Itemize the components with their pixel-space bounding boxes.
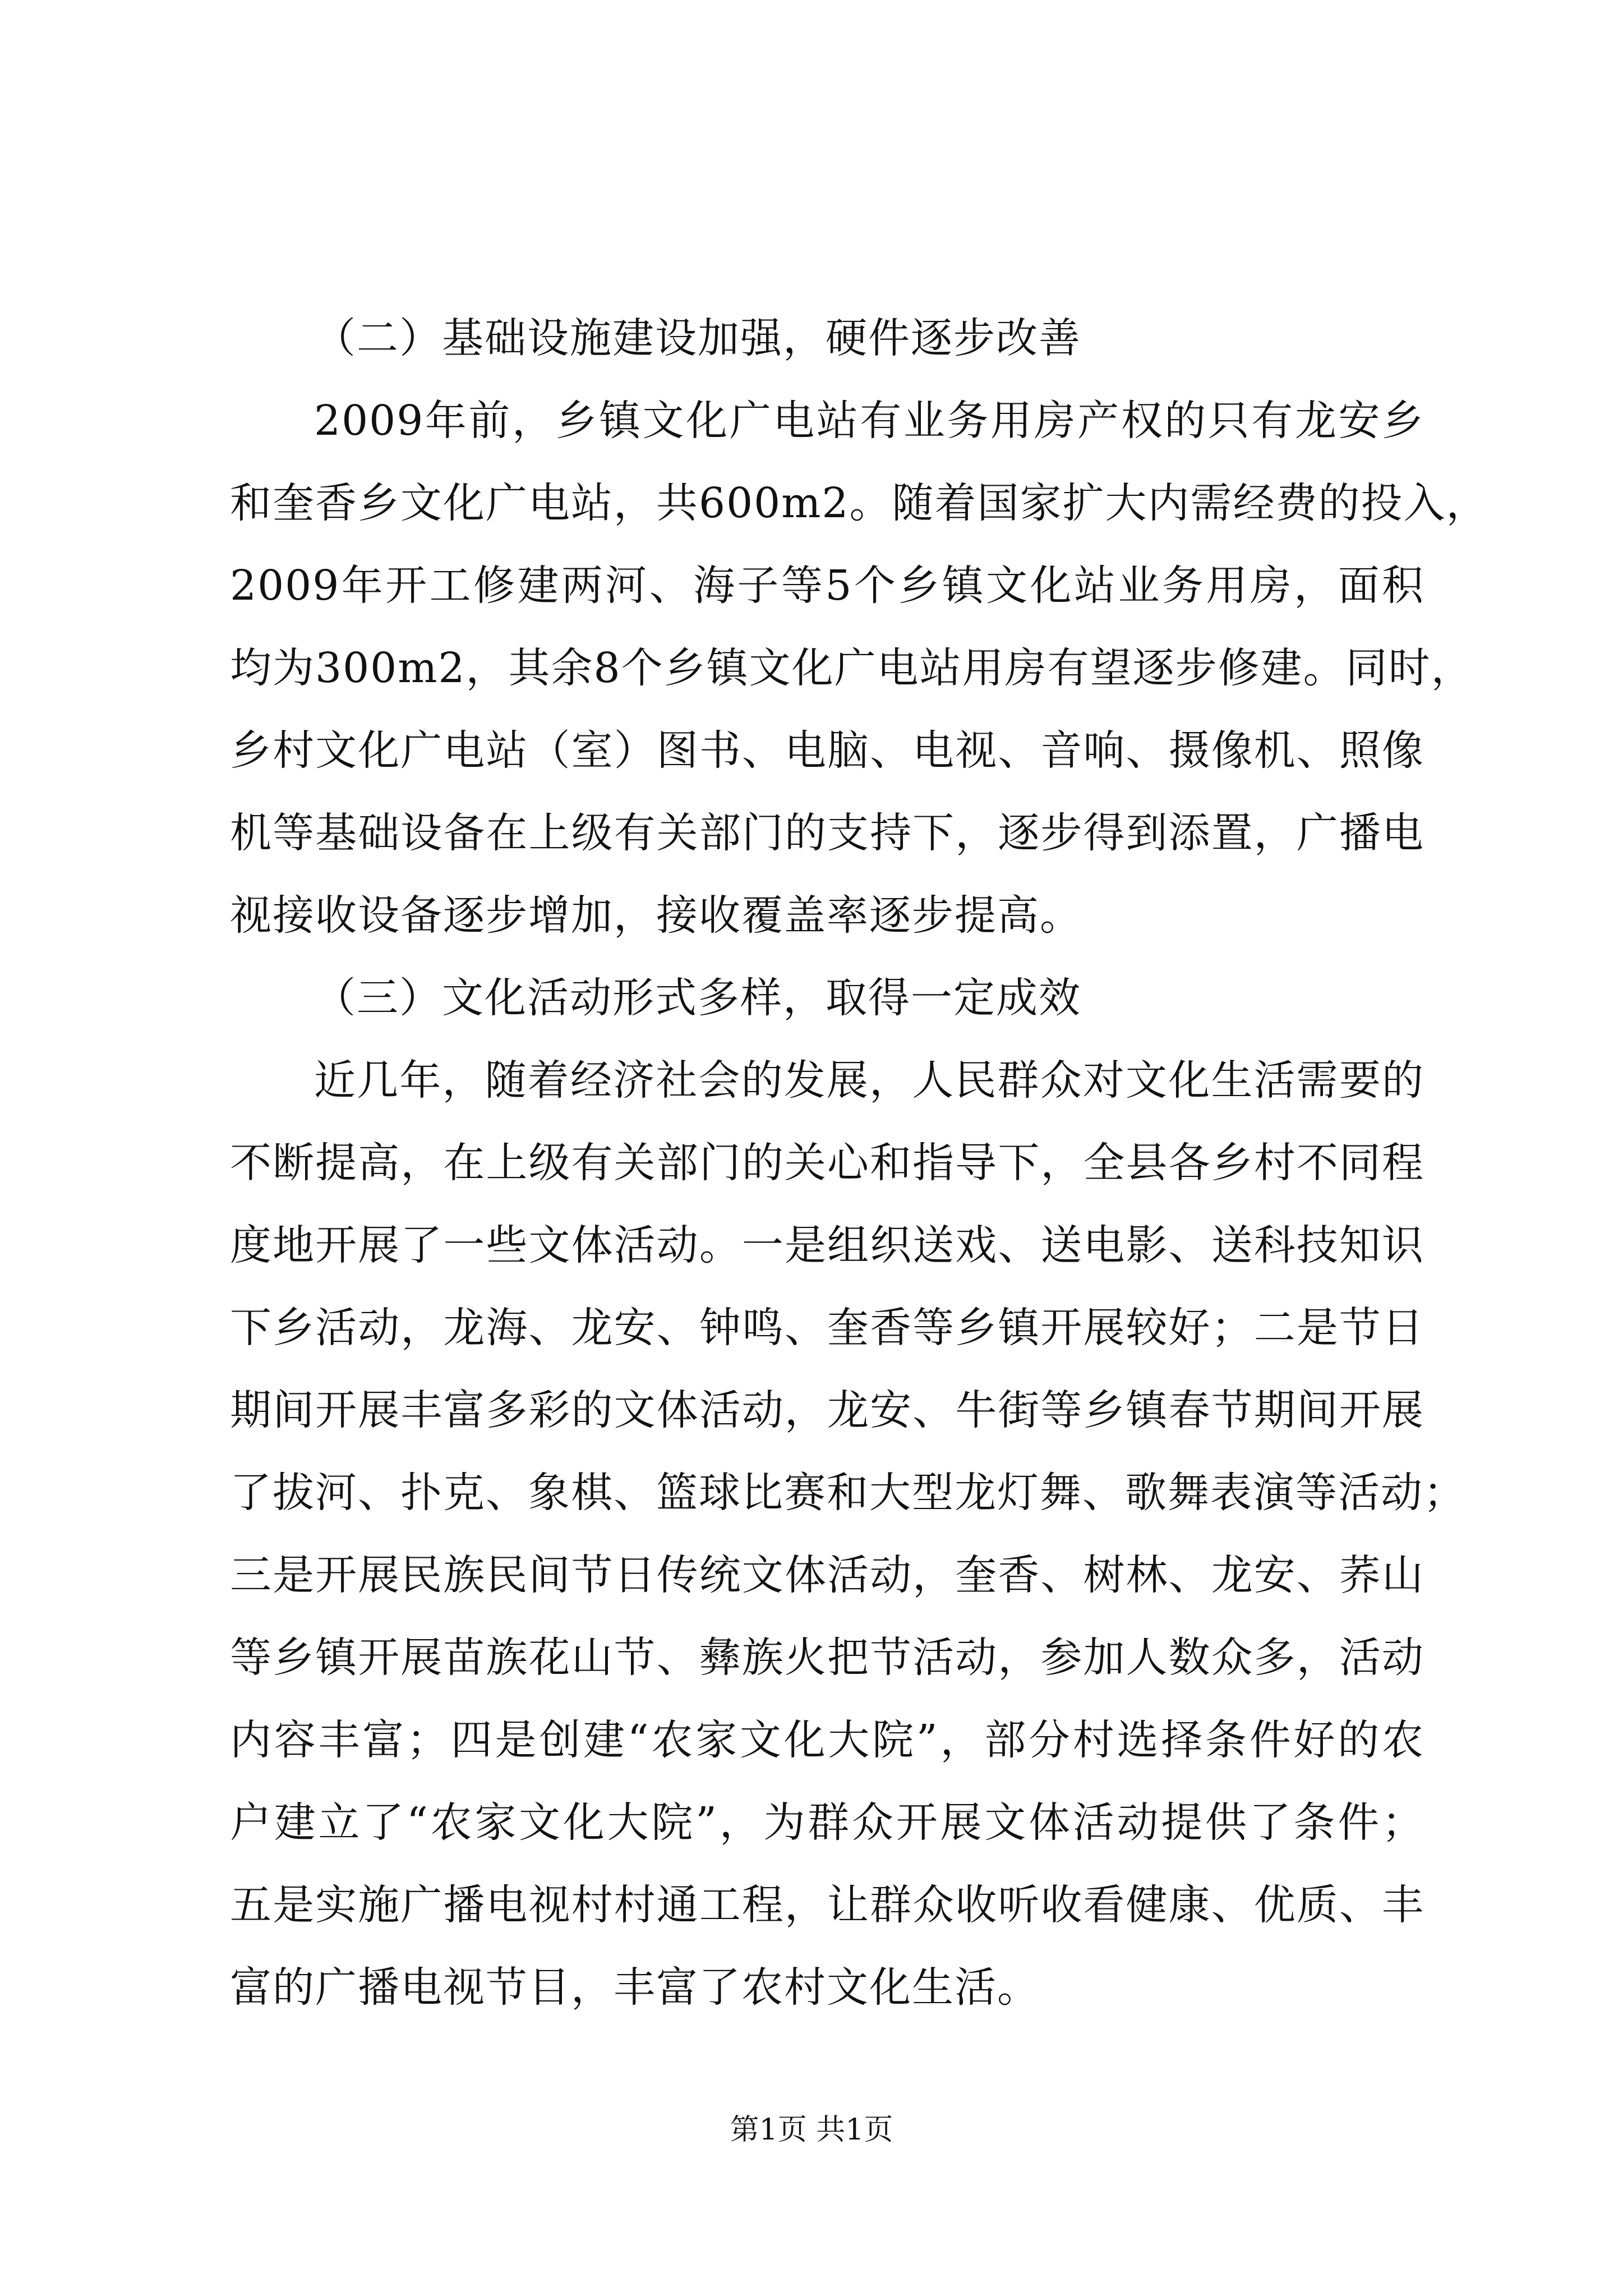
paragraph-line: 乡村文化广电站（室）图书、电脑、电视、音响、摄像机、照像 <box>230 726 1424 775</box>
paragraph-line: 均为300m2，其余8个乡镇文化广电站用房有望逐步修建。同时， <box>230 644 1474 692</box>
paragraph-line: 期间开展丰富多彩的文体活动，龙安、牛街等乡镇春节期间开展 <box>230 1386 1424 1434</box>
paragraph-line: 2009年前，乡镇文化广电站有业务用房产权的只有龙安乡 <box>314 397 1424 445</box>
paragraph-line: 户建立了“农家文化大院”，为群众开展文体活动提供了条件； <box>230 1798 1424 1847</box>
paragraph-line: 三是开展民族民间节日传统文体活动，奎香、树林、龙安、荞山 <box>230 1551 1424 1599</box>
paragraph-line: 下乡活动，龙海、龙安、钟鸣、奎香等乡镇开展较好；二是节日 <box>230 1304 1424 1352</box>
paragraph-line: 和奎香乡文化广电站，共600m2。随着国家扩大内需经费的投入， <box>230 479 1489 527</box>
section-heading-infrastructure: （二）基础设施建设加强，硬件逐步改善 <box>314 314 1081 362</box>
paragraph-line: 机等基础设备在上级有关部门的支持下，逐步得到添置，广播电 <box>230 809 1424 857</box>
paragraph-line: 五是实施广播电视村村通工程，让群众收听收看健康、优质、丰 <box>230 1881 1424 1929</box>
page-number-footer: 第1页 共1页 <box>730 2113 893 2147</box>
paragraph-line: 了拔河、扑克、象棋、篮球比赛和大型龙灯舞、歌舞表演等活动； <box>230 1469 1466 1517</box>
paragraph-line: 内容丰富；四是创建“农家文化大院”，部分村选择条件好的农 <box>230 1716 1424 1764</box>
paragraph-line: 富的广播电视节目，丰富了农村文化生活。 <box>230 1963 1040 2012</box>
paragraph-line: 2009年开工修建两河、海子等5个乡镇文化站业务用房，面积 <box>230 562 1424 610</box>
document-body <box>230 297 1489 2029</box>
paragraph-line: 等乡镇开展苗族花山节、彝族火把节活动，参加人数众多，活动 <box>230 1634 1424 1682</box>
paragraph-line: 视接收设备逐步增加，接收覆盖率逐步提高。 <box>230 891 1082 940</box>
paragraph-line: 不断提高，在上级有关部门的关心和指导下，全县各乡村不同程 <box>230 1139 1424 1187</box>
paragraph-line: 度地开展了一些文体活动。一是组织送戏、送电影、送科技知识 <box>230 1221 1424 1269</box>
section-heading-activities: （三）文化活动形式多样，取得一定成效 <box>314 974 1081 1022</box>
paragraph-line: 近几年，随着经济社会的发展，人民群众对文化生活需要的 <box>314 1056 1424 1105</box>
